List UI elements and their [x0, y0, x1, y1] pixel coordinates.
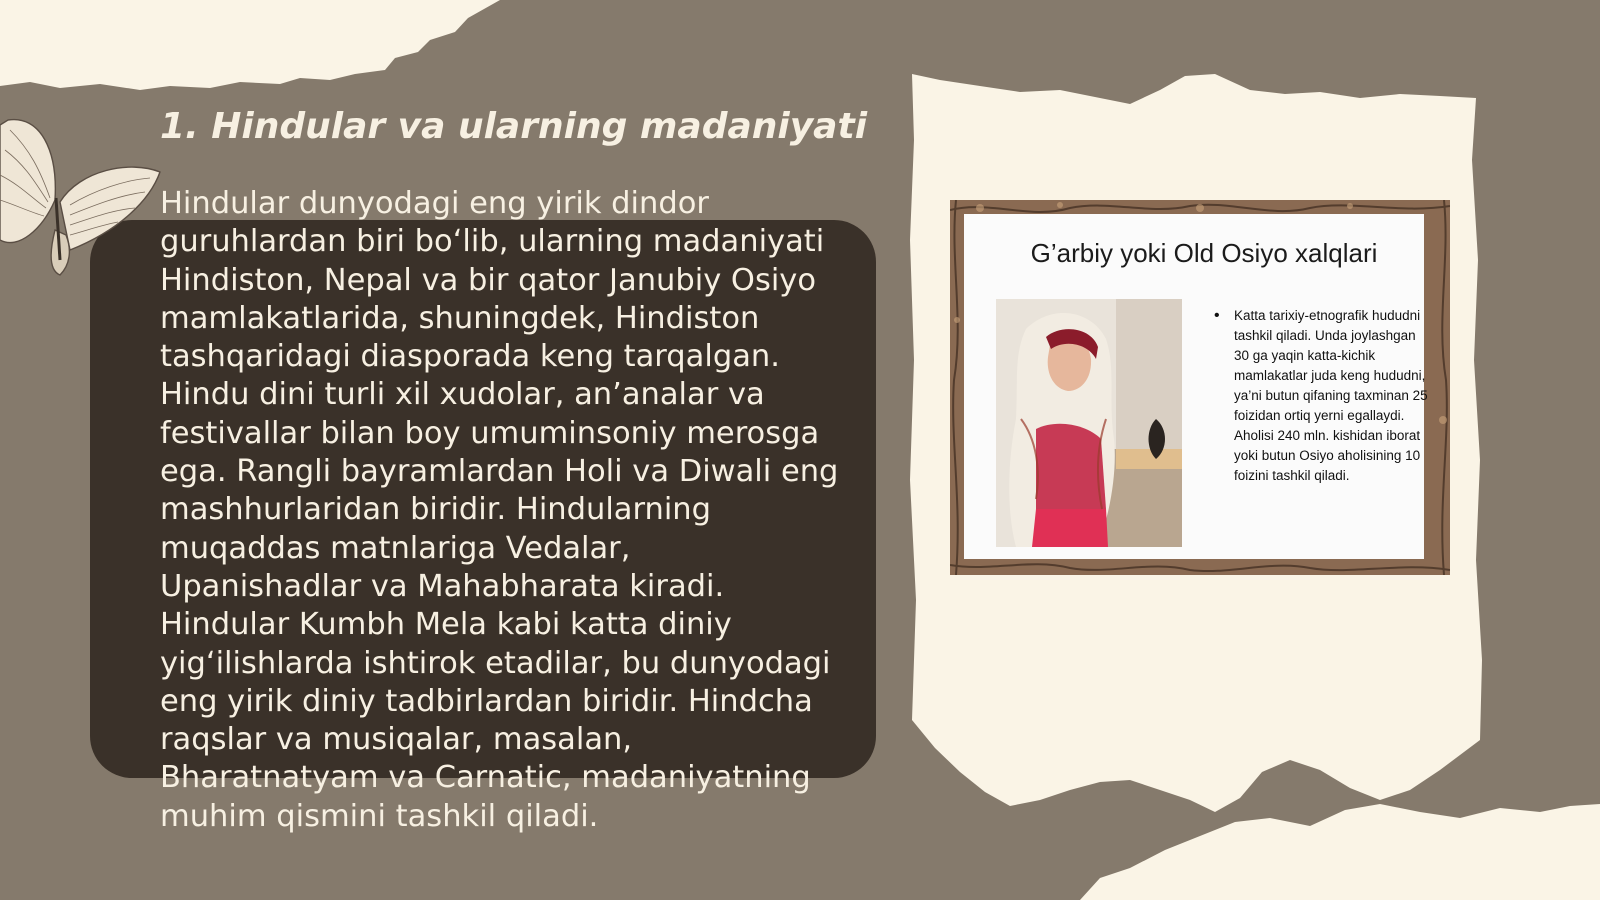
woman-in-headscarf-photo	[996, 299, 1182, 547]
embedded-slide-content	[964, 214, 1428, 559]
slide-body-text: Hindular dunyodagi eng yirik dindor guruhlardan biri bo‘lib, ularning madaniyati Hindiston, Nepal va bir qator Janubiy Osiyo mamlakatlarida, shuningdek, Hindiston tashqaridagi diasporada keng tarqalgan. Hindu dini turli xil xudolar, an’analar va festivallar bilan boy umuminsoniy merosga ega. Rangli bayramlardan Holi va Diwali eng mashhurlaridan biridir. Hindularning muqaddas matnlariga Vedalar, Upanishadlar va Mahabharata kiradi. Hindular Kumbh Mela kabi katta diniy yig‘ilishlarda ishtirok etadilar, bu dunyodagi eng yirik diniy tadbirlardan biridir. Hindcha raqslar va musiqalar, masalan, Bharatnatyam va Carnatic, madaniyatning muhim qismini tashkil qiladi.	[160, 186, 839, 834]
embedded-slide-bullet-list	[1214, 306, 1432, 486]
torn-paper-bottom-right	[1080, 804, 1600, 900]
embedded-slide-title: G’arbiy yoki Old Osiyo xalqlari	[1030, 238, 1378, 268]
bullet-item: • Katta tarixiy-etnografik hududni tashkil qiladi. Unda joylashgan 30 ga yaqin katta-kichik mamlakatlar juda keng hududni, ya’ni butun qifaning taxminan 25 foizidan ortiq yerni egallaydi. Aholisi 240 mln. kishidan iborat yoki butun Osiyo aholisining 10 foizini tashkil qiladi.	[1214, 306, 1432, 486]
slide-title: 1. Hindular va ularning madaniyati	[160, 106, 868, 147]
embedded-slide-image	[950, 200, 1450, 575]
butterfly-icon	[0, 110, 170, 280]
torn-paper-top-left	[0, 0, 500, 90]
